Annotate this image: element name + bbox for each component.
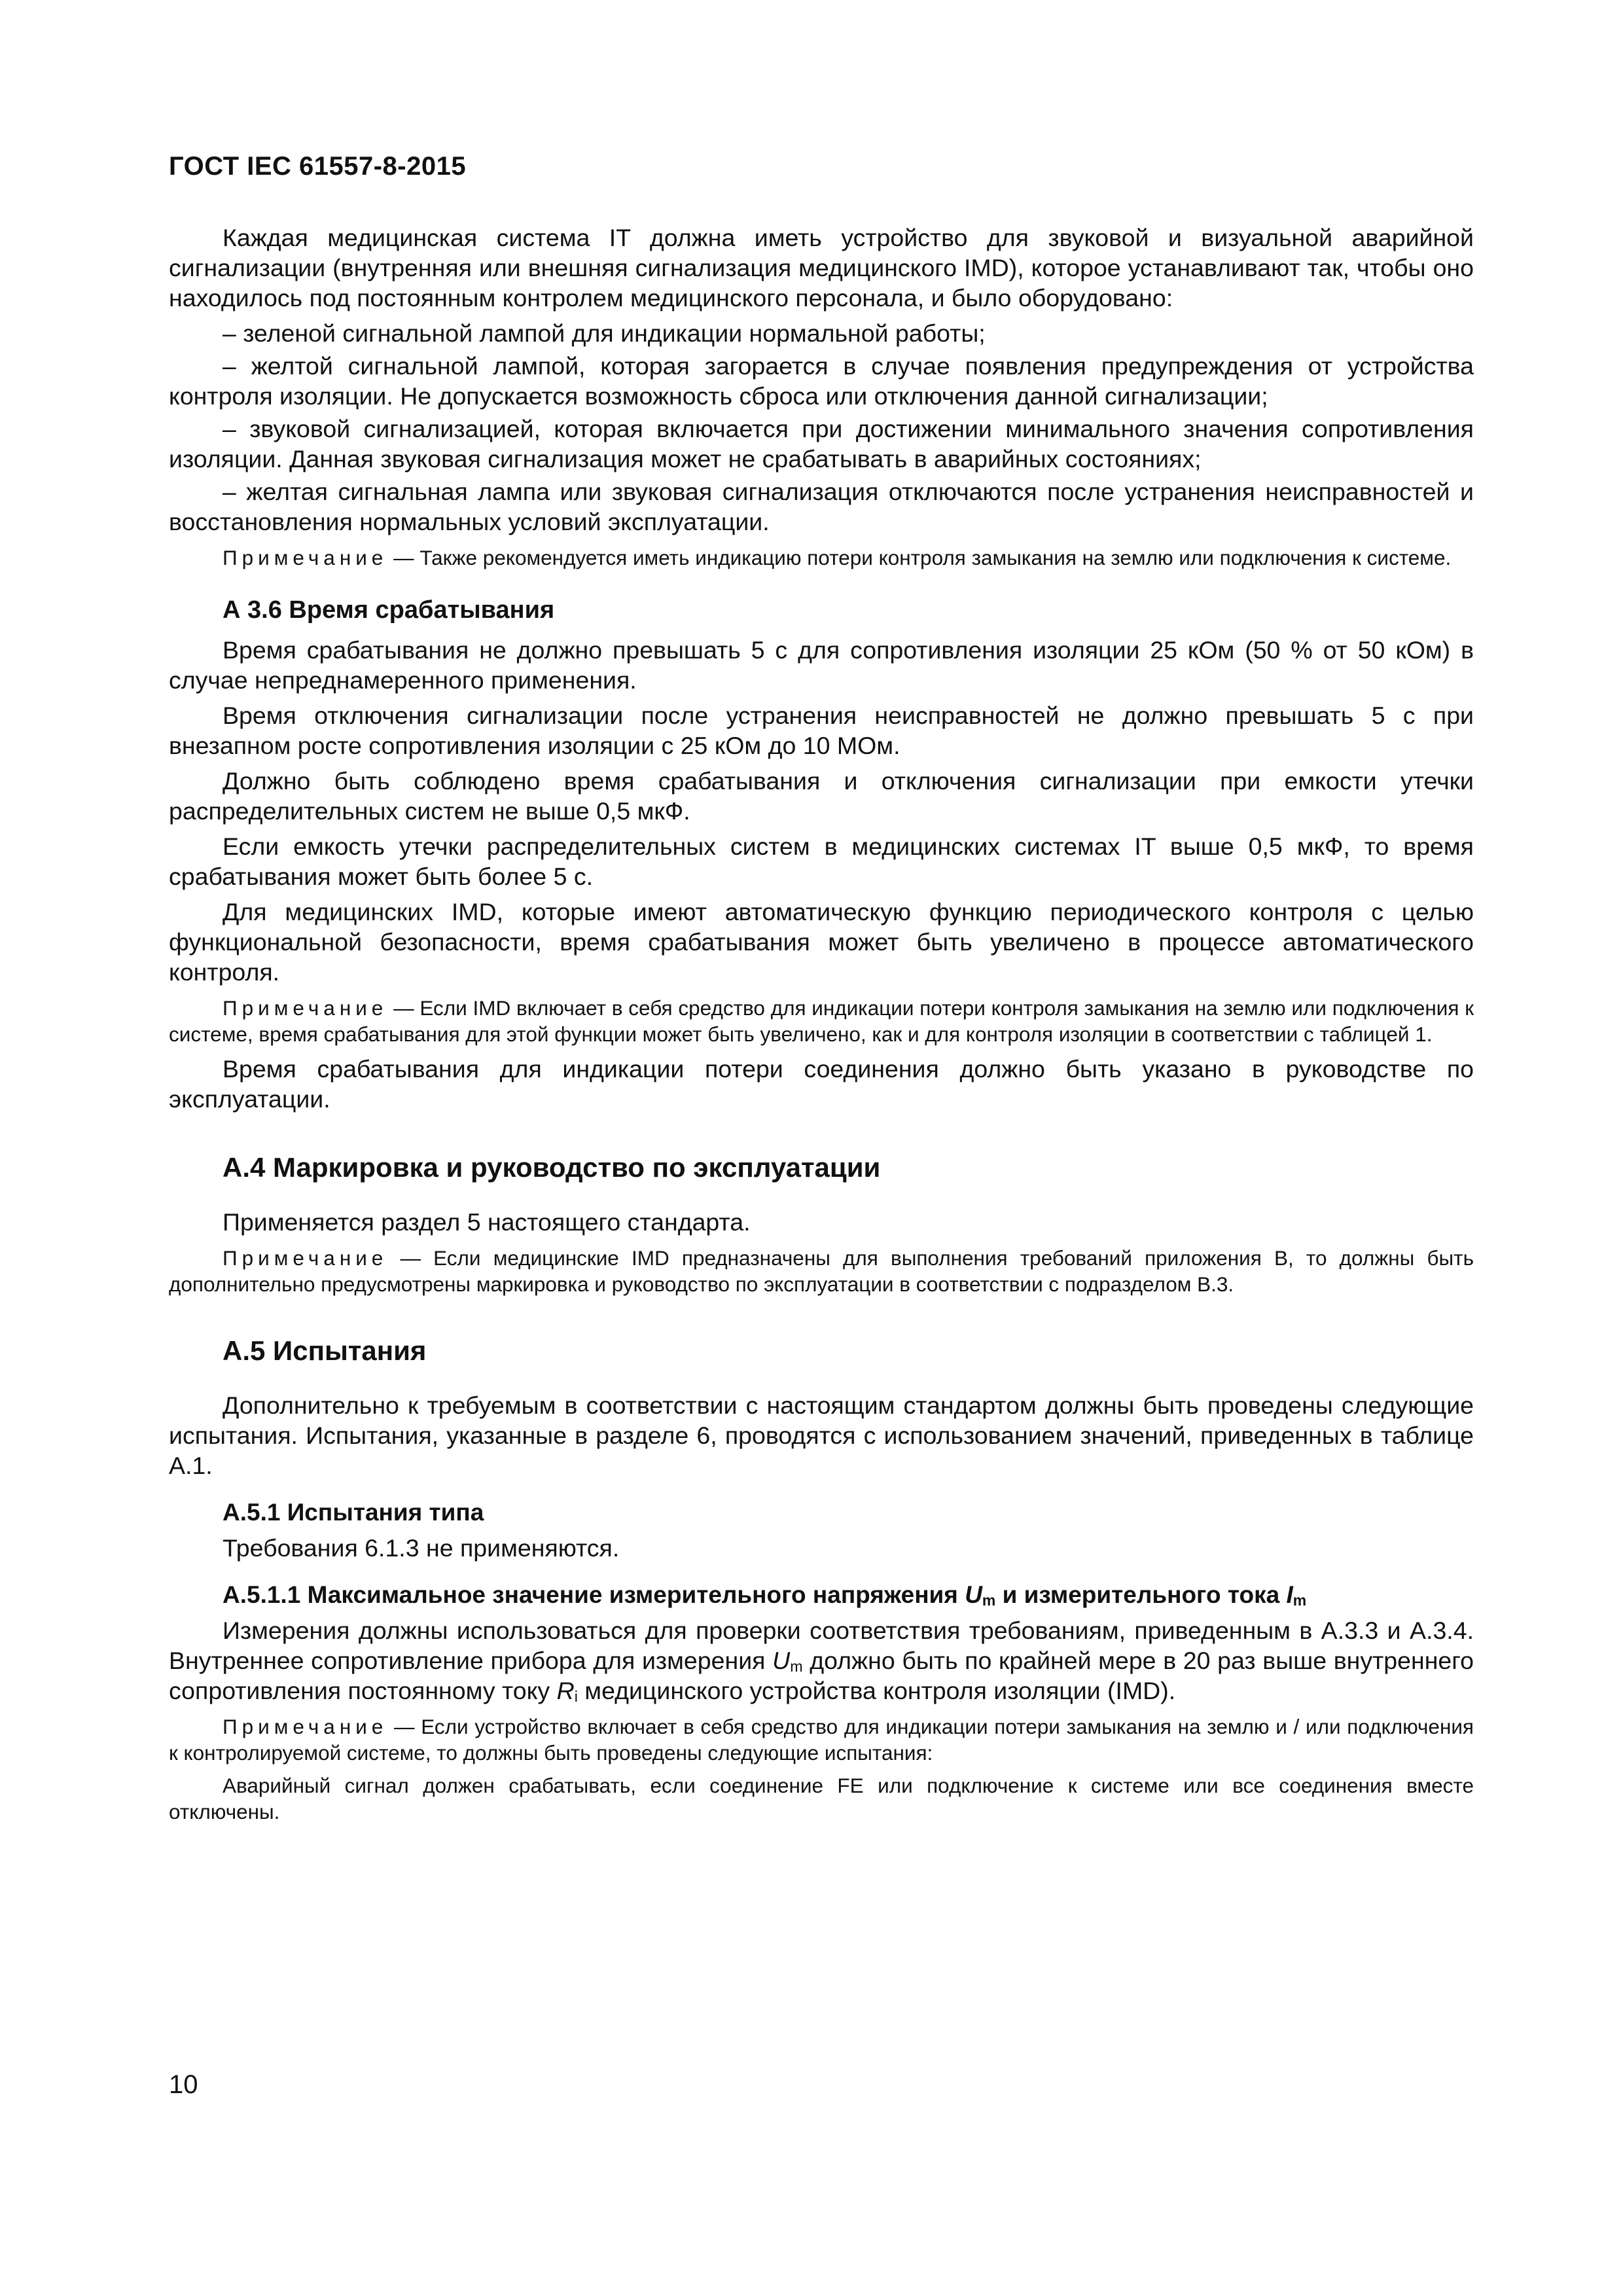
note-label: Примечание	[223, 1246, 388, 1270]
paragraph-text: должно быть по крайней мере в 20 раз выше внутреннего сопротивления постоянному току	[169, 1647, 1474, 1704]
a5-paragraph-1: Дополнительно к требуемым в соответствии с настоящим стандартом должны быть проведены следующие испытания. Испытания, указанные в разделе 6, проводятся с использованием значений, приведенных в таблице А.1.	[169, 1391, 1474, 1479]
section-a36-title: А 3.6 Время срабатывания	[223, 596, 555, 624]
symbol-r: R	[556, 1677, 575, 1704]
section-a4-title: А.4 Маркировка и руководство по эксплуатации	[223, 1152, 881, 1183]
a36-paragraph-1: Время срабатывания не должно превышать 5 с для сопротивления изоляции 25 кОм (50 % от 50 кОм) в случае непреднамеренного применения.	[169, 636, 1474, 694]
paragraph-text: медицинского устройства контроля изоляции (IMD).	[577, 1677, 1176, 1704]
symbol-i: I	[1286, 1581, 1293, 1608]
section-a5-title: А.5 Испытания	[223, 1335, 427, 1366]
a511-paragraph-1	[169, 1615, 1474, 1706]
list-item-yellow-lamp: – желтой сигнальной лампой, которая загорается в случае появления предупреждения от устройства контроля изоляции. Не допускается возможность сброса или отключения данной сигнализации;	[169, 352, 1474, 410]
note-label: Примечание	[223, 546, 388, 569]
a36-paragraph-2: Время отключения сигнализации после устранения неисправностей не должно превышать 5 с при внезапном росте сопротивления изоляции с 25 кОм до 10 МОм.	[169, 702, 1474, 759]
symbol-u: U	[965, 1581, 982, 1608]
paragraph-text: Измерения должны использоваться для проверки соответствия требованиям, приведенным в А.3.3 и А.3.4. Внутреннее сопротивление прибора для измерения	[169, 1617, 1474, 1674]
standard-header: ГОСТ IEC 61557-8-2015	[169, 152, 467, 181]
list-item-green-lamp: – зеленой сигнальной лампой для индикации нормальной работы;	[223, 319, 986, 347]
page-number: 10	[169, 2070, 198, 2099]
a36-paragraph-5: Для медицинских IMD, которые имеют автоматическую функцию периодического контроля с целью функциональной безопасности, время срабатывания может быть увеличено в процессе автоматического контроля.	[169, 898, 1474, 986]
subscript-m: m	[1293, 1592, 1307, 1609]
a51-paragraph-1: Требования 6.1.3 не применяются.	[223, 1534, 620, 1562]
note-label: Примечание	[223, 1715, 388, 1738]
note-a511-continuation: Аварийный сигнал должен срабатывать, если соединение FE или подключение к системе или все соединения вместе отключены.	[169, 1774, 1474, 1823]
note-a36	[169, 995, 1474, 1047]
subscript-m: m	[790, 1658, 803, 1676]
page-content	[169, 223, 1474, 1831]
section-a511-title	[223, 1580, 1474, 1610]
a36-paragraph-4: Если емкость утечки распределительных систем в медицинских системах IT выше 0,5 мкФ, то время срабатывания может быть более 5 с.	[169, 833, 1474, 890]
subscript-i: i	[574, 1688, 578, 1706]
title-text: и измерительного тока	[995, 1581, 1287, 1608]
section-a51-title: А.5.1 Испытания типа	[223, 1499, 484, 1526]
subscript-m: m	[982, 1592, 996, 1609]
note-text: — Если медицинские IMD предназначены для выполнения требований приложения В, то должны быть дополнительно предусмотрены маркировка и руководство по эксплуатации в соответствии с подразделом В.3.	[169, 1246, 1474, 1296]
intro-paragraph: Каждая медицинская система IT должна иметь устройство для звуковой и визуальной аварийной сигнализации (внутренняя или внешняя сигнализация медицинского IMD), которое устанавливают так, чтобы оно находилось под постоянным контролем медицинского персонала, и было оборудовано:	[169, 224, 1474, 312]
symbol-u: U	[772, 1647, 791, 1674]
note-text: — Также рекомендуется иметь индикацию потери контроля замыкания на землю или подключения к системе.	[387, 546, 1452, 569]
note-text: — Если IMD включает в себя средство для индикации потери контроля замыкания на землю или подключения к системе, время срабатывания для этой функции может быть увеличено, как и для контроля изоляции в соответствии с таблицей 1.	[169, 996, 1474, 1046]
title-text: А.5.1.1 Максимальное значение измерительного напряжения	[223, 1581, 965, 1608]
a36-paragraph-6: Время срабатывания для индикации потери соединения должно быть указано в руководстве по эксплуатации.	[169, 1055, 1474, 1113]
list-item-alarm-off: – желтая сигнальная лампа или звуковая сигнализация отключаются после устранения неисправностей и восстановления нормальных условий эксплуатации.	[169, 478, 1474, 535]
note-label: Примечание	[223, 996, 388, 1020]
a36-paragraph-3: Должно быть соблюдено время срабатывания и отключения сигнализации при емкости утечки распределительных систем не выше 0,5 мкФ.	[169, 767, 1474, 825]
a4-paragraph-1: Применяется раздел 5 настоящего стандарта.	[223, 1208, 751, 1236]
note-text: — Если устройство включает в себя средство для индикации потери замыкания на землю и / или подключения к контролируемой системе, то должны быть проведены следующие испытания:	[169, 1715, 1474, 1765]
note-a511	[169, 1713, 1474, 1766]
list-item-audio-alarm: – звуковой сигнализацией, которая включается при достижении минимального значения сопротивления изоляции. Данная звуковая сигнализация может не срабатывать в аварийных состояниях;	[169, 415, 1474, 473]
note-a4	[169, 1245, 1474, 1297]
note-intro	[169, 545, 1474, 571]
